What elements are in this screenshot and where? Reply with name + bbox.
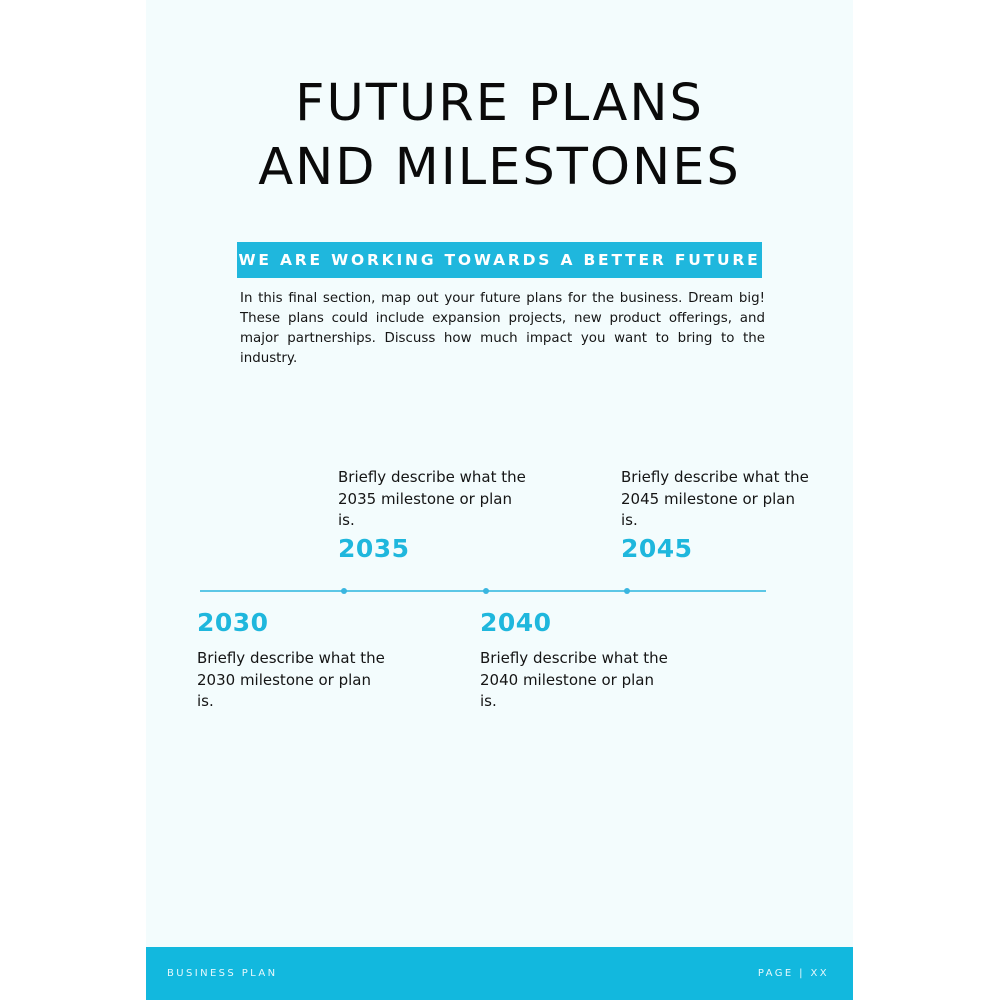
milestone-description-2030: Briefly describe what the 2030 milestone or plan is. (197, 649, 385, 710)
milestone-year-2040: 2040 (480, 608, 552, 637)
title-line-1: FUTURE PLANS (295, 74, 704, 133)
footer-page-number: PAGE | XX (757, 968, 829, 979)
intro-paragraph: In this final section, map out your future plans for the business. Dream big! These plans could include expansion projects, new product offerings, and major partnerships. Discuss how much impact you want to bring to the industry. (240, 291, 765, 366)
document-page (146, 0, 853, 1000)
page-title (146, 72, 853, 200)
milestone-year-2035: 2035 (338, 534, 410, 563)
timeline-dot-2045 (624, 588, 630, 594)
milestone-year-2030: 2030 (197, 608, 269, 637)
footer-document-label: BUSINESS PLAN (167, 968, 278, 979)
milestone-description-2040: Briefly describe what the 2040 milestone or plan is. (480, 649, 668, 710)
title-line-2: AND MILESTONES (258, 138, 741, 197)
milestone-description-2045: Briefly describe what the 2045 milestone or plan is. (621, 468, 809, 529)
timeline-dot-2040 (483, 588, 489, 594)
milestone-description-2035: Briefly describe what the 2035 milestone or plan is. (338, 468, 526, 529)
milestone-year-2045: 2045 (621, 534, 693, 563)
page-footer (146, 947, 853, 1000)
timeline-dot-2035 (341, 588, 347, 594)
subtitle-banner: WE ARE WORKING TOWARDS A BETTER FUTURE (237, 242, 762, 278)
